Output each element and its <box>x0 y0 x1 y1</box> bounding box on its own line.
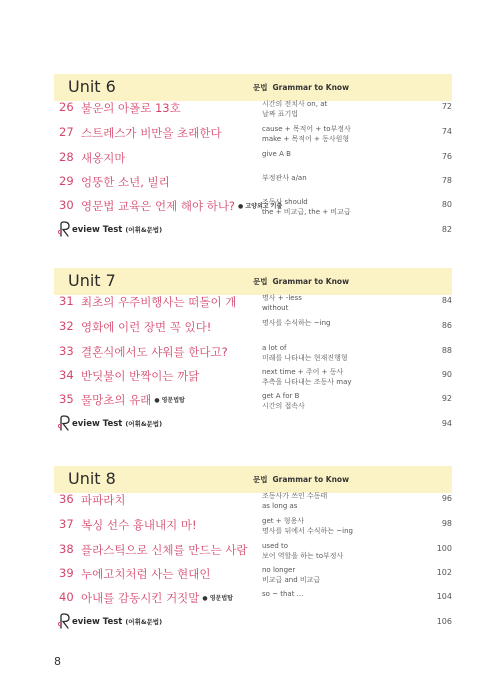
lesson-title-text: 아내를 감동시킨 거짓말 <box>81 591 200 605</box>
lesson-page: 98 <box>441 519 452 528</box>
grammar-point: 보어 역할을 하는 to부정사 <box>262 552 344 560</box>
review-r-icon <box>58 415 72 431</box>
lesson-title <box>81 590 233 606</box>
lesson-number: 26 <box>59 100 74 114</box>
lesson-row[interactable] <box>54 564 452 586</box>
grammar-heading <box>253 474 349 485</box>
review-test-label <box>72 617 162 627</box>
grammar-list <box>262 589 303 599</box>
lesson-page: 76 <box>441 152 452 161</box>
review-test-sub: (어휘&문법) <box>125 226 163 234</box>
lesson-row[interactable] <box>54 123 452 145</box>
grammar-point: no longer <box>262 566 296 574</box>
lesson-title <box>81 125 222 141</box>
lesson-number: 38 <box>59 542 74 556</box>
lesson-number: 27 <box>59 125 74 139</box>
unit-title: Unit 6 <box>68 77 116 96</box>
lesson-title-text: 파파라치 <box>81 493 126 507</box>
grammar-point: 미래를 나타내는 현재진행형 <box>262 354 348 362</box>
unit-title: Unit 8 <box>68 469 116 488</box>
unit-header <box>54 466 452 493</box>
review-test-row[interactable] <box>54 416 452 436</box>
lesson-row[interactable] <box>54 172 452 194</box>
grammar-point: get A for B <box>262 392 300 400</box>
lesson-number: 31 <box>59 294 74 308</box>
lesson-row[interactable] <box>54 540 452 562</box>
grammar-list <box>262 343 348 363</box>
lesson-title <box>81 368 199 384</box>
lesson-title-text: 최초의 우주비행사는 떠돌이 개 <box>81 295 237 309</box>
grammar-list <box>262 541 343 561</box>
unit-header <box>54 268 452 295</box>
lesson-title <box>81 150 125 166</box>
review-test-row[interactable] <box>54 614 452 634</box>
grammar-point: 명사를 수식하는 ~ing <box>262 319 331 327</box>
grammar-point: 시간의 접속사 <box>262 402 305 410</box>
grammar-heading <box>253 276 349 287</box>
lesson-page: 96 <box>441 494 452 503</box>
lesson-page: 100 <box>436 544 452 553</box>
lesson-row[interactable] <box>54 98 452 120</box>
lesson-row[interactable] <box>54 342 452 364</box>
grammar-point: next time + 주어 + 동사 <box>262 368 344 376</box>
lesson-title-text: 물망초의 유래 <box>81 393 152 407</box>
grammar-heading-kr: 문법 <box>253 475 268 484</box>
unit-section <box>54 268 452 429</box>
grammar-list <box>262 197 351 217</box>
lesson-number: 34 <box>59 368 74 382</box>
lesson-page: 90 <box>441 370 452 379</box>
lesson-title <box>81 492 125 508</box>
lesson-number: 39 <box>59 566 74 580</box>
grammar-list <box>262 565 320 585</box>
lesson-number: 28 <box>59 150 74 164</box>
grammar-list <box>262 293 302 313</box>
grammar-list <box>262 516 353 536</box>
grammar-point: 조동사가 쓰인 수동태 <box>262 492 328 500</box>
lesson-page: 72 <box>441 102 452 111</box>
review-r-icon <box>58 613 72 629</box>
lesson-title <box>81 294 236 310</box>
lesson-row[interactable] <box>54 366 452 388</box>
grammar-point: a lot of <box>262 344 287 352</box>
lesson-number: 33 <box>59 344 74 358</box>
lesson-row[interactable] <box>54 390 452 412</box>
lesson-title-text: 영화에 이런 장면 꼭 있다! <box>81 320 212 334</box>
grammar-heading-en: Grammar to Know <box>272 475 349 484</box>
lesson-title <box>81 174 170 190</box>
grammar-point: give A B <box>262 150 291 158</box>
lesson-number: 30 <box>59 198 74 212</box>
page-number: 8 <box>54 655 61 668</box>
lesson-page: 84 <box>441 296 452 305</box>
grammar-point: so ~ that ... <box>262 590 304 598</box>
lesson-title <box>81 542 248 558</box>
review-test-row[interactable] <box>54 222 452 242</box>
grammar-point: used to <box>262 542 289 550</box>
lesson-tag: ● 고양외고 기출 <box>238 203 283 210</box>
review-test-page: 106 <box>436 617 452 626</box>
lesson-number: 36 <box>59 492 74 506</box>
grammar-heading-en: Grammar to Know <box>272 83 349 92</box>
lesson-title-text: 누에고치처럼 사는 현대인 <box>81 567 211 581</box>
lesson-title <box>81 566 211 582</box>
lesson-title-text: 복싱 선수 흉내내지 마! <box>81 518 197 532</box>
lesson-row[interactable] <box>54 196 452 218</box>
grammar-point: the + 비교급, the + 비교급 <box>262 208 351 216</box>
lesson-tag: ● 영문법탑 <box>154 397 185 404</box>
grammar-list <box>262 318 330 328</box>
unit-title: Unit 7 <box>68 271 116 290</box>
grammar-point: get + 형용사 <box>262 517 305 525</box>
lesson-number: 35 <box>59 392 74 406</box>
grammar-list <box>262 99 327 119</box>
grammar-point: make + 목적어 + 동사원형 <box>262 135 350 143</box>
lesson-row[interactable] <box>54 148 452 170</box>
grammar-heading <box>253 82 349 93</box>
unit-header <box>54 74 452 101</box>
lesson-title-text: 불운의 아폴로 13호 <box>81 101 181 115</box>
review-test-title: eview Test <box>72 225 123 235</box>
review-test-sub: (어휘&문법) <box>125 618 163 626</box>
lesson-title-text: 영문법 교육은 언제 해야 하나? <box>81 199 236 213</box>
review-test-title: eview Test <box>72 617 123 627</box>
lesson-page: 86 <box>441 321 452 330</box>
grammar-point: 조동사 should <box>262 198 308 206</box>
grammar-point: 날짜 표기법 <box>262 110 299 118</box>
lesson-title-text: 반딧불이 반짝이는 까닭 <box>81 369 200 383</box>
lesson-title <box>81 392 185 408</box>
review-test-sub: (어휘&문법) <box>125 420 163 428</box>
lesson-title-text: 엉뚱한 소년, 빌리 <box>81 175 170 189</box>
review-test-label <box>72 225 162 235</box>
lesson-title-text: 스트레스가 비만을 초래한다 <box>81 126 222 140</box>
grammar-list <box>262 124 351 144</box>
grammar-list <box>262 367 352 387</box>
lesson-number: 32 <box>59 319 74 333</box>
lesson-title <box>81 198 282 214</box>
grammar-list <box>262 149 291 159</box>
review-test-page: 82 <box>441 225 452 234</box>
grammar-point: 명사를 뒤에서 수식하는 ~ing <box>262 527 353 535</box>
lesson-number: 40 <box>59 590 74 604</box>
grammar-list <box>262 173 307 183</box>
lesson-title <box>81 344 228 360</box>
lesson-page: 92 <box>441 394 452 403</box>
lesson-title-text: 새옹지마 <box>81 151 126 165</box>
grammar-heading-kr: 문법 <box>253 277 268 286</box>
review-test-title: eview Test <box>72 419 123 429</box>
lesson-page: 104 <box>436 592 452 601</box>
review-test-label <box>72 419 162 429</box>
grammar-point: 비교급 and 비교급 <box>262 576 321 584</box>
grammar-point: 부정관사 a/an <box>262 174 307 182</box>
unit-section <box>54 466 452 627</box>
lesson-row[interactable] <box>54 515 452 537</box>
review-r-icon <box>58 221 72 237</box>
lesson-number: 37 <box>59 517 74 531</box>
grammar-point: without <box>262 304 289 312</box>
lesson-row[interactable] <box>54 490 452 512</box>
lesson-title <box>81 319 211 335</box>
grammar-list <box>262 491 327 511</box>
lesson-title-text: 결혼식에서도 샤워를 한다고? <box>81 345 228 359</box>
grammar-point: as long as <box>262 502 298 510</box>
grammar-point: 시간의 전치사 on, at <box>262 100 328 108</box>
grammar-list <box>262 391 305 411</box>
grammar-point: 추측을 나타내는 조동사 may <box>262 378 352 386</box>
lesson-row[interactable] <box>54 588 452 610</box>
review-test-page: 94 <box>441 419 452 428</box>
lesson-row[interactable] <box>54 317 452 339</box>
lesson-page: 80 <box>441 200 452 209</box>
lesson-page: 102 <box>436 568 452 577</box>
grammar-point: 명사 + -less <box>262 294 302 302</box>
lesson-tag: ● 영문법탑 <box>202 595 233 602</box>
lesson-title <box>81 100 181 116</box>
lesson-number: 29 <box>59 174 74 188</box>
unit-section <box>54 74 452 235</box>
lesson-page: 78 <box>441 176 452 185</box>
grammar-heading-en: Grammar to Know <box>272 277 349 286</box>
lesson-title-text: 플라스틱으로 신체를 만드는 사람 <box>81 543 248 557</box>
lesson-page: 74 <box>441 127 452 136</box>
lesson-page: 88 <box>441 346 452 355</box>
lesson-title <box>81 517 197 533</box>
grammar-heading-kr: 문법 <box>253 83 268 92</box>
grammar-point: cause + 목적어 + to부정사 <box>262 125 351 133</box>
lesson-row[interactable] <box>54 292 452 314</box>
